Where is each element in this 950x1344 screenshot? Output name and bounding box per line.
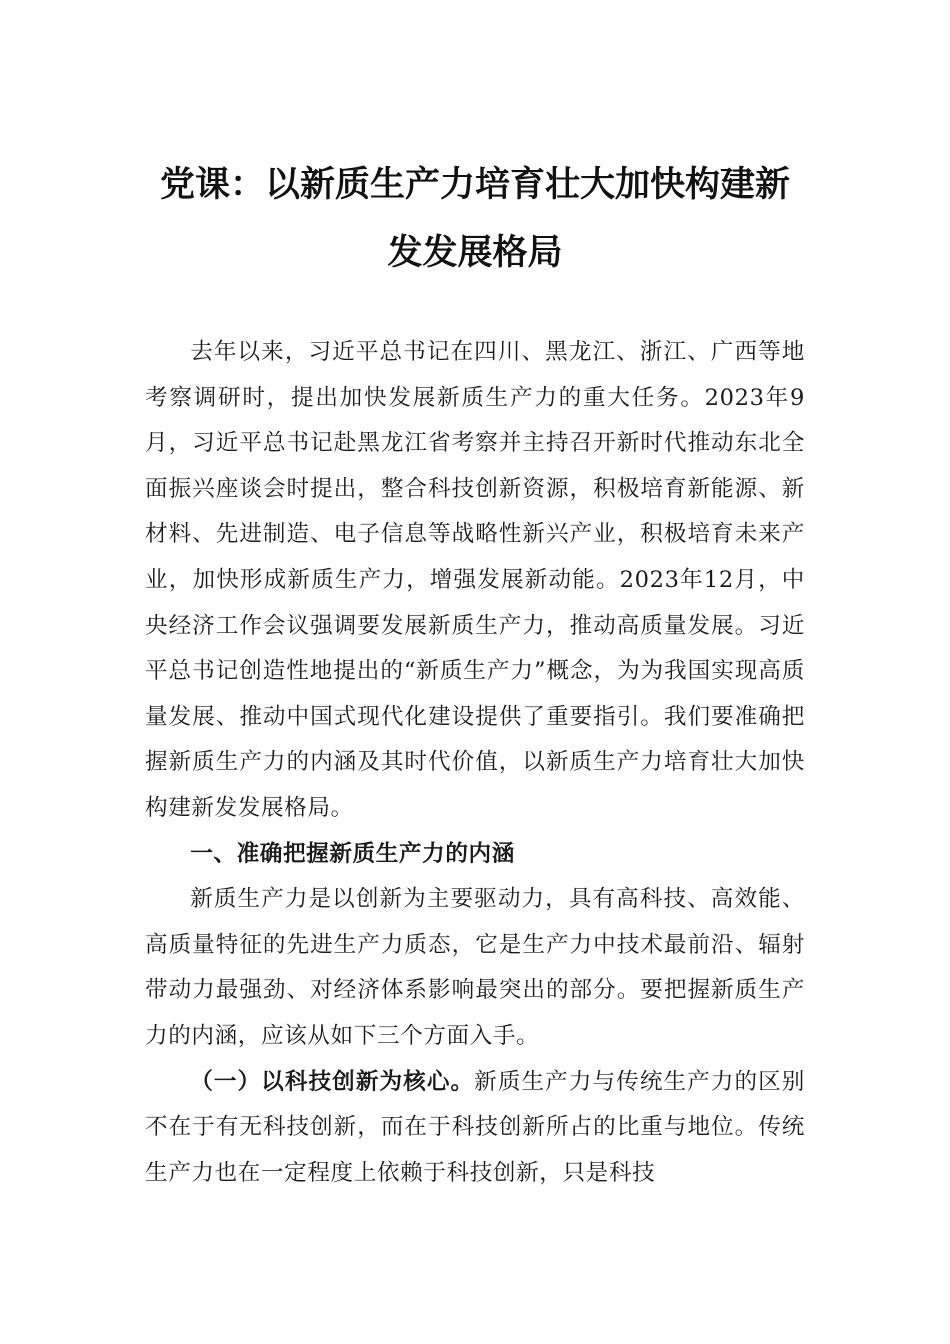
subsection-1-text: 新质生产力与传统生产力的区别不在于有无科技创新，而在于科技创新所占的比重与地位。传统生产力也在一定程度上依赖于科技创新，只是科技: [145, 1068, 806, 1186]
section-1-paragraph: 新质生产力是以创新为主要驱动力，具有高科技、高效能、高质量特征的先进生产力质态，它是生产力中技术最前沿、辐射带动力最强劲、对经济体系影响最突出的部分。要把握新质生产力的内涵，应该从如下三个方面入手。: [145, 886, 805, 1049]
intro-paragraph: 去年以来，习近平总书记在四川、黑龙江、浙江、广西等地考察调研时，提出加快发展新质生产力的重大任务。2023年9月，习近平总书记赴黑龙江省考察并主持召开新时代推动东北全面振兴座谈会时提出，整合科技创新资源，积极培育新能源、新材料、先进制造、电子信息等战略性新兴产业，积极培育未来产业，加快形成新质生产力，增强发展新动能。2023年12月，中央经济工作会议强调要发展新质生产力，推动高质量发展。习近平总书记创造性地提出的“新质生产力”概念，为为我国实现高质量发展、推动中国式现代化建设提供了重要指引。我们要准确把握新质生产力的内涵及其时代价值，以新质生产力培育壮大加快构建新发发展格局。: [145, 339, 805, 821]
document-title-line-2: 发发展格局: [387, 232, 563, 273]
subsection-1-lead: （一）以科技创新为核心。: [190, 1068, 475, 1095]
subsection-1-paragraph: [145, 1060, 805, 1197]
document-title-line-1: 党课：以新质生产力培育壮大加快构建新: [159, 164, 790, 205]
section-heading-1: 一、准确把握新质生产力的内涵: [190, 840, 515, 867]
document-body: [145, 330, 805, 1196]
